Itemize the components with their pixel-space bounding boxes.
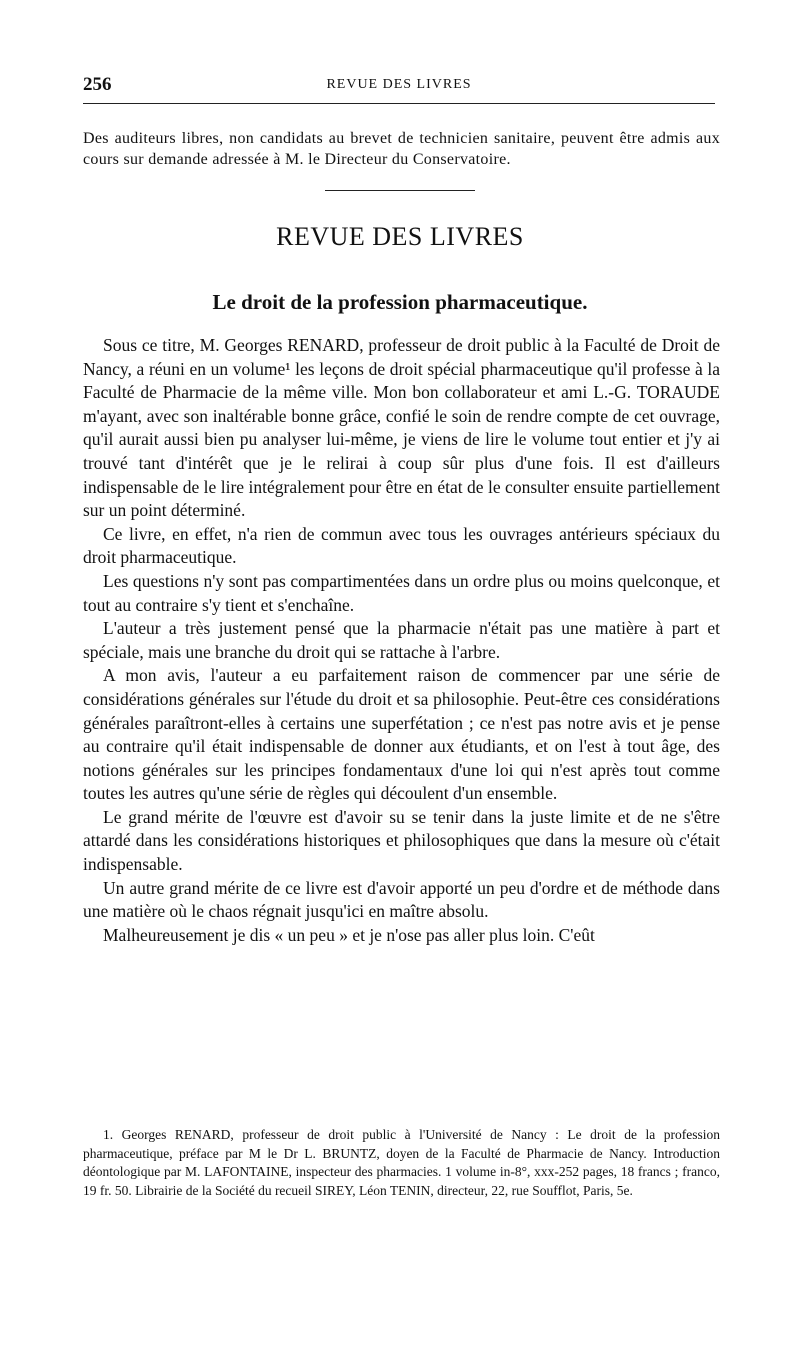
running-head: REVUE DES LIVRES xyxy=(326,77,472,92)
review-body xyxy=(83,334,720,947)
intro-paragraph: Des auditeurs libres, non candidats au brevet de technicien sanitaire, peuvent être admis aux cours sur demande adressée à M. le Directeur du Conservatoire. xyxy=(83,130,720,168)
page-header xyxy=(83,74,715,98)
book-title: Le droit de la profession pharmaceutique. xyxy=(212,290,588,314)
footnote xyxy=(83,1126,720,1200)
paragraph: Ce livre, en effet, n'a rien de commun avec tous les ouvrages antérieurs spéciaux du droit pharmaceutique. xyxy=(83,523,720,568)
paragraph: Le grand mérite de l'œuvre est d'avoir su se tenir dans la juste limite et de ne s'être attardé dans les considérations historiques et philosophiques que dans la mesure où c'était indispensable. xyxy=(83,806,720,875)
paragraph: Les questions n'y sont pas compartimentées dans un ordre plus ou moins quelconque, et tout au contraire s'y tient et s'enchaîne. xyxy=(83,570,720,615)
paragraph: Malheureusement je dis « un peu » et je n'ose pas aller plus loin. C'eût xyxy=(103,924,595,945)
section-title: REVUE DES LIVRES xyxy=(276,222,524,251)
paragraph: L'auteur a très justement pensé que la pharmacie n'était pas une matière à part et spéciale, mais une branche du droit qui se rattache à l'arbre. xyxy=(83,618,720,662)
paragraph: Un autre grand mérite de ce livre est d'avoir apporté un peu d'ordre et de méthode dans une matière où le chaos régnait jusqu'ici en maître absolu. xyxy=(83,877,720,922)
section-divider xyxy=(325,190,475,191)
paragraph: A mon avis, l'auteur a eu parfaitement raison de commencer par une série de considérations générales sur l'étude du droit et sa philosophie. Peut-être ces considérations générales paraîtront-elles à certains une superfétation ; ce n'est pas notre avis et je pense au contraire qu'il était indispensable de donner aux étudiants, et on l'est à tout âge, des notions générales sur les principes fondamentaux d'une loi qui n'est après tout comme toutes les autres qu'une série de règles qui découlent d'un ensemble. xyxy=(83,665,720,804)
page-number: 256 xyxy=(83,74,112,95)
footnote-text: 1. Georges RENARD, professeur de droit public à l'Université de Nancy : Le droit de la profession pharmaceutique, préface par M le Dr L. BRUNTZ, doyen de la Faculté de Pharmacie de Nancy. Introduction déontologique par M. LAFONTAINE, inspecteur des pharmacies. 1 volume in-8°, xxx-252 pages, 18 francs ; franco, 19 fr. 50. Librairie de la Société du recueil SIREY, Léon TENIN, directeur, 22, rue Soufflot, Paris, 5e. xyxy=(83,1127,720,1198)
header-rule xyxy=(83,103,715,104)
paragraph: Sous ce titre, M. Georges RENARD, professeur de droit public à la Faculté de Droit de Nancy, a réuni en un volume¹ les leçons de droit spécial pharmaceutique qu'il professe à la Faculté de Pharmacie de la même ville. Mon bon collaborateur et ami L.-G. TORAUDE m'ayant, avec son inaltérable bonne grâce, confié le soin de rendre compte de cet ouvrage, qu'il aurait aussi bien pu analyser lui-même, je viens de lire le volume tout entier et j'y ai trouvé tant d'intérêt que je le relirai à coup sûr plus d'une fois. Il est d'ailleurs indispensable de le lire intégralement pour être en état de le consulter ensuite partiellement sur un point déterminé. xyxy=(83,335,720,521)
